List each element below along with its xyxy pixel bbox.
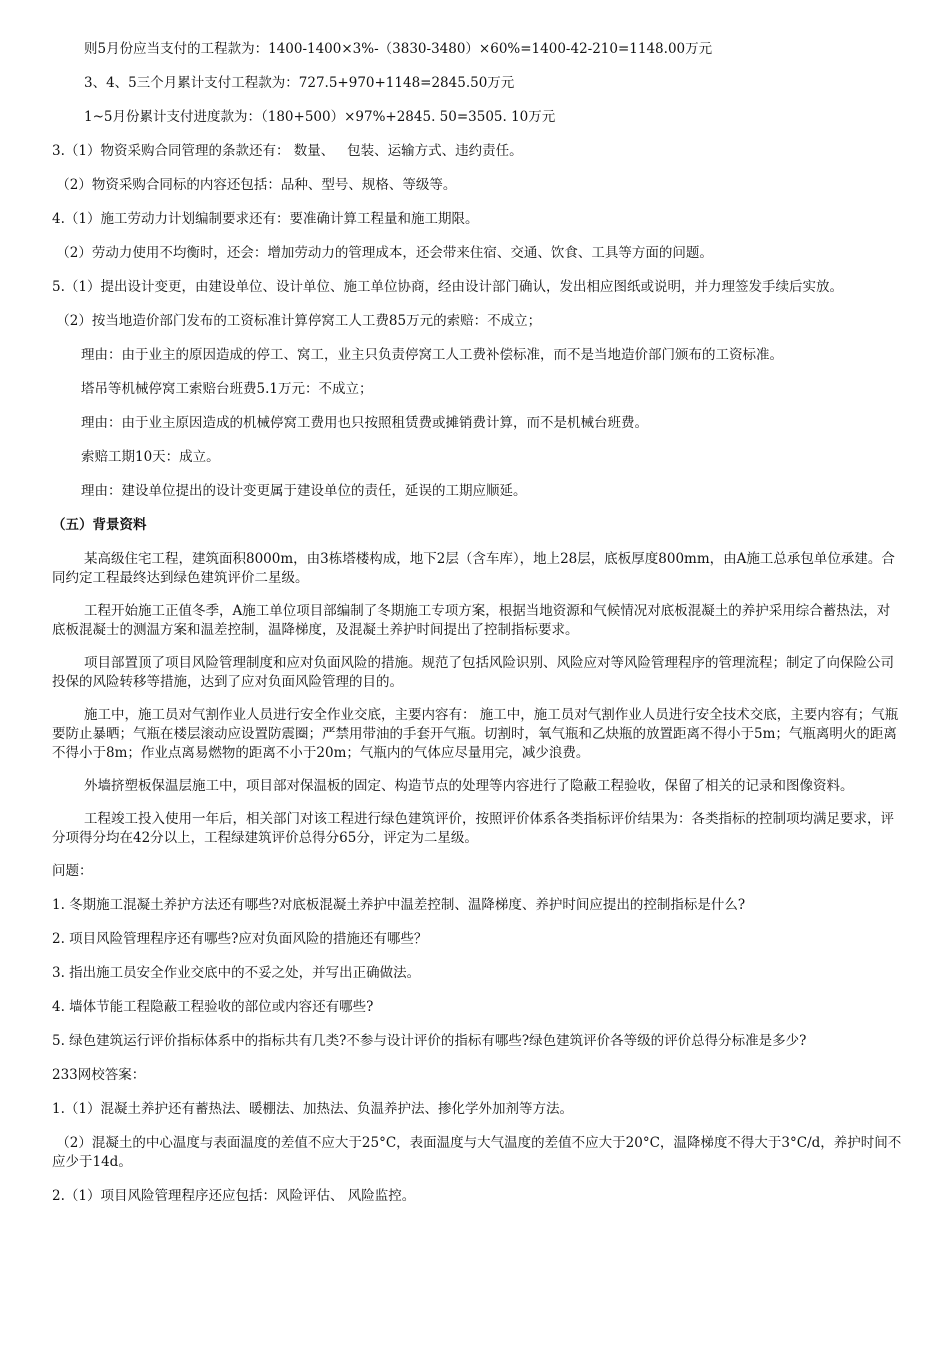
paragraph-cumulative-345: 3、4、5三个月累计支付工程款为：727.5+970+1148=2845.50万元 (84, 75, 515, 91)
question-5: 5. 绿色建筑运行评价指标体系中的指标共有几类?不参与设计评价的指标有哪些?绿色建筑评价各等级的评价总得分标准是多少? (52, 1033, 807, 1049)
answers-label: 233网校答案： (52, 1067, 146, 1083)
background-para-3: 项目部置顶了项目风险管理制度和应对负面风险的措施。规范了包括风险识别、风险应对等风险管理程序的管理流程；制定了向保险公司投保的风险转移等措施，达到了应对负面风险管理的目的。 (52, 655, 894, 690)
question-3: 3. 指出施工员安全作业交底中的不妥之处，并写出正确做法。 (52, 965, 421, 981)
reason-2: 理由：由于业主原因造成的机械停窝工费用也只按照租赁费或摊销费计算，而不是机械台班费。 (81, 415, 648, 431)
answer-4-1: 4.（1）施工劳动力计划编制要求还有：要准确计算工程量和施工期限。 (52, 211, 479, 227)
answer-5-1: 5.（1）提出设计变更，由建设单位、设计单位、施工单位协商，经由设计部门确认，发出相应图纸或说明，并力理签发手续后实放。 (52, 279, 843, 295)
document-page (52, 40, 902, 1221)
answer-3-2: （2）物资采购合同标的内容还包括：品种、型号、规格、等级等。 (52, 177, 457, 193)
question-4: 4. 墙体节能工程隐蔽工程验收的部位或内容还有哪些? (52, 999, 374, 1015)
claim-duration: 索赔工期10天：成立。 (81, 449, 220, 465)
background-para-1: 某高级住宅工程，建筑面积8000m，由3栋塔楼构成，地下2层（含车库），地上28层，底板厚度800mm，由A施工总承包单位承建。合同约定工程最终达到绿色建筑评价二星级。 (52, 551, 895, 586)
answer-2-1: 2.（1）项目风险管理程序还应包括：风险评估、 风险监控。 (52, 1188, 416, 1204)
answer-1-1: 1.（1）混凝土养护还有蓄热法、暖棚法、加热法、负温养护法、掺化学外加剂等方法。 (52, 1101, 573, 1117)
background-para-6: 工程竣工投入使用一年后，相关部门对该工程进行绿色建筑评价，按照评价体系各类指标评价结果为：各类指标的控制项均满足要求，评分项得分均在42分以上，工程绿建筑评价总得分65分，评定为二星级。 (52, 811, 894, 846)
question-1: 1. 冬期施工混凝土养护方法还有哪些?对底板混凝土养护中温差控制、温降梯度、养护时间应提出的控制指标是什么? (52, 897, 746, 913)
question-2: 2. 项目风险管理程序还有哪些?应对负面风险的措施还有哪些？ (52, 931, 428, 947)
paragraph-cumulative-1-5: 1~5月份累计支付进度款为：（180+500）×97%+2845. 50=3505. 10万元 (84, 109, 556, 125)
reason-3: 理由：建设单位提出的设计变更属于建设单位的责任，延误的工期应顺延。 (81, 483, 527, 499)
questions-label: 问题： (52, 863, 93, 879)
background-para-4: 施工中，施工员对气割作业人员进行安全作业交底，主要内容有： 施工中，施工员对气割作业人员进行安全技术交底，主要内容有；气瓶要防止暴晒；气瓶在楼层滚动应设置防震圈；严禁用带油的手套开气瓶。切割时，氧气瓶和乙炔瓶的放置距离不得小于5m；气瓶离明火的距离不得小于8m；作业点离易燃物的距离不小于20m；气瓶内的气体应尽量用完，减少浪费。 (52, 707, 899, 761)
paragraph-may-payment: 则5月份应当支付的工程款为：1400-1400×3%-（3830-3480）×60%=1400-42-210=1148.00万元 (84, 41, 713, 57)
background-para-5: 外墙挤塑板保温层施工中，项目部对保温板的固定、构造节点的处理等内容进行了隐蔽工程验收，保留了相关的记录和图像资料。 (84, 778, 854, 794)
answer-3-1: 3.（1）物资采购合同管理的条款还有： 数量、 包装、运输方式、违约责任。 (52, 143, 523, 159)
answer-5-2: （2）按当地造价部门发布的工资标准计算停窝工人工费85万元的索赔：不成立； (52, 313, 542, 329)
claim-crane: 塔吊等机械停窝工索赔台班费5.1万元：不成立； (81, 381, 373, 397)
reason-1: 理由：由于业主的原因造成的停工、窝工，业主只负责停窝工人工费补偿标准，而不是当地造价部门颁布的工资标准。 (81, 347, 783, 363)
background-para-2: 工程开始施工正值冬季，A施工单位项目部编制了冬期施工专项方案，根据当地资源和气候情况对底板混凝土的养护采用综合蓄热法，对底板混凝士的测温方案和温差控制，温降梯度，及混凝土养护时间提出了控制指标要求。 (52, 603, 891, 638)
answer-1-2: （2）混凝土的中心温度与表面温度的差值不应大于25°C，表面温度与大气温度的差值不应大于20°C，温降梯度不得大于3°C/d，养护时间不应少于14d。 (52, 1135, 902, 1170)
answer-4-2: （2）劳动力使用不均衡时，还会：增加劳动力的管理成本，还会带来住宿、交通、饮食、工具等方面的问题。 (52, 245, 713, 261)
section-heading-5: （五）背景资料 (52, 517, 147, 533)
